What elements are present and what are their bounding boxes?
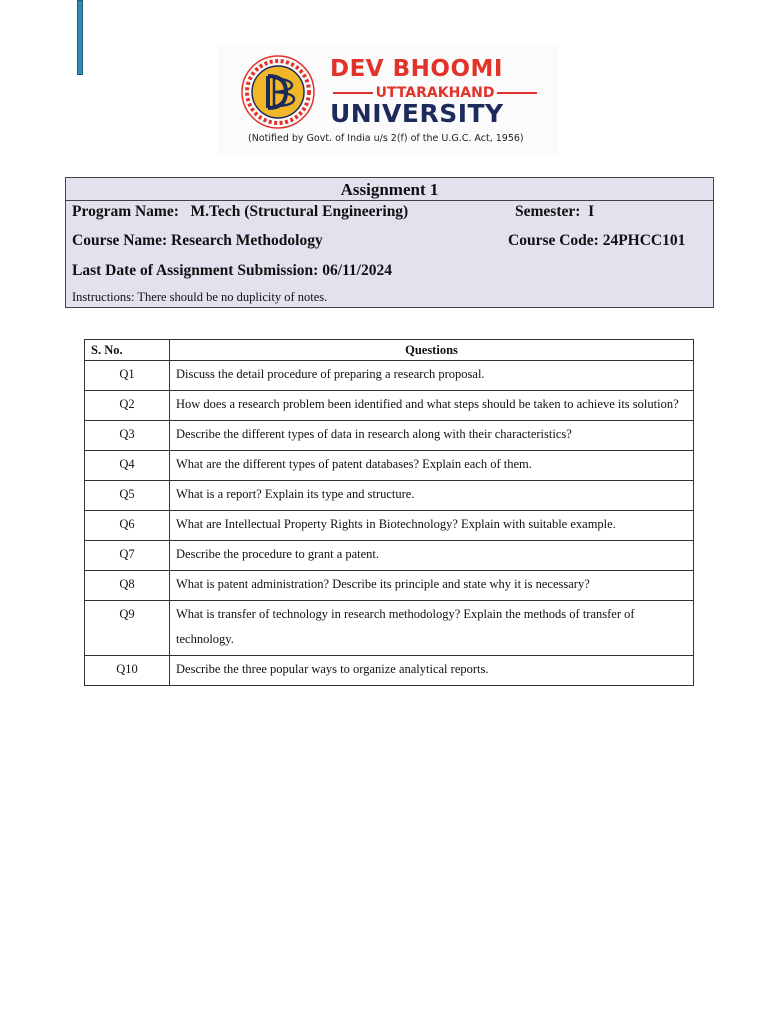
course-code-field bbox=[508, 232, 685, 250]
last-date-value: 06/11/2024 bbox=[322, 262, 392, 279]
question-text: Describe the different types of data in research along with their characteristics? bbox=[170, 421, 694, 451]
table-header-row bbox=[85, 340, 694, 361]
question-number: Q6 bbox=[85, 511, 170, 541]
university-notification: (Notified by Govt. of India u/s 2(f) of the U.G.C. Act, 1956) bbox=[248, 133, 524, 144]
last-date-label: Last Date of Assignment Submission: bbox=[72, 262, 319, 279]
table-row bbox=[85, 421, 694, 451]
table-row bbox=[85, 361, 694, 391]
question-text: How does a research problem been identified and what steps should be taken to achieve its solution? bbox=[170, 391, 694, 421]
question-number: Q5 bbox=[85, 481, 170, 511]
course-name-value: Research Methodology bbox=[171, 232, 323, 249]
question-text: What is transfer of technology in research methodology? Explain the methods of transfer of technology. bbox=[170, 601, 694, 656]
university-name-line1: DEV BHOOMI bbox=[330, 56, 503, 82]
questions-column-header: Questions bbox=[170, 340, 694, 361]
question-number: Q10 bbox=[85, 656, 170, 686]
sno-column-header: S. No. bbox=[85, 340, 170, 361]
program-label: Program Name: bbox=[72, 203, 179, 220]
table-row bbox=[85, 481, 694, 511]
question-text: Describe the three popular ways to organize analytical reports. bbox=[170, 656, 694, 686]
instructions-text: Instructions: There should be no duplicity of notes. bbox=[72, 290, 328, 304]
table-row bbox=[85, 571, 694, 601]
university-name-line2-text: UTTARAKHAND bbox=[375, 85, 495, 101]
corner-accent-bar bbox=[77, 0, 83, 75]
question-text: Describe the procedure to grant a patent. bbox=[170, 541, 694, 571]
program-value: M.Tech (Structural Engineering) bbox=[190, 203, 409, 220]
question-text: What is a report? Explain its type and structure. bbox=[170, 481, 694, 511]
course-name-label: Course Name: bbox=[72, 232, 168, 249]
table-row bbox=[85, 451, 694, 481]
assignment-title: Assignment 1 bbox=[66, 178, 713, 201]
question-text: What are Intellectual Property Rights in Biotechnology? Explain with suitable example. bbox=[170, 511, 694, 541]
semester-value: I bbox=[588, 203, 595, 220]
university-seal-icon bbox=[240, 54, 316, 130]
table-row bbox=[85, 656, 694, 686]
assignment-info-box bbox=[65, 177, 714, 308]
course-code-value: 24PHCC101 bbox=[602, 232, 686, 249]
course-name-row bbox=[72, 232, 323, 250]
question-number: Q3 bbox=[85, 421, 170, 451]
question-number: Q4 bbox=[85, 451, 170, 481]
question-text: What are the different types of patent databases? Explain each of them. bbox=[170, 451, 694, 481]
question-number: Q8 bbox=[85, 571, 170, 601]
question-number: Q9 bbox=[85, 601, 170, 656]
semester-field bbox=[515, 203, 594, 221]
semester-label: Semester: bbox=[515, 203, 581, 220]
university-logo bbox=[218, 44, 558, 156]
question-number: Q2 bbox=[85, 391, 170, 421]
table-row bbox=[85, 601, 694, 656]
table-row bbox=[85, 391, 694, 421]
last-date-row bbox=[72, 262, 392, 280]
program-row bbox=[72, 203, 408, 221]
question-number: Q1 bbox=[85, 361, 170, 391]
questions-table bbox=[84, 339, 694, 686]
question-text: What is patent administration? Describe its principle and state why it is necessary? bbox=[170, 571, 694, 601]
question-number: Q7 bbox=[85, 541, 170, 571]
table-row bbox=[85, 541, 694, 571]
university-name-line3: UNIVERSITY bbox=[330, 99, 504, 128]
question-text: Discuss the detail procedure of preparing a research proposal. bbox=[170, 361, 694, 391]
table-row bbox=[85, 511, 694, 541]
course-code-label: Course Code: bbox=[508, 232, 599, 249]
